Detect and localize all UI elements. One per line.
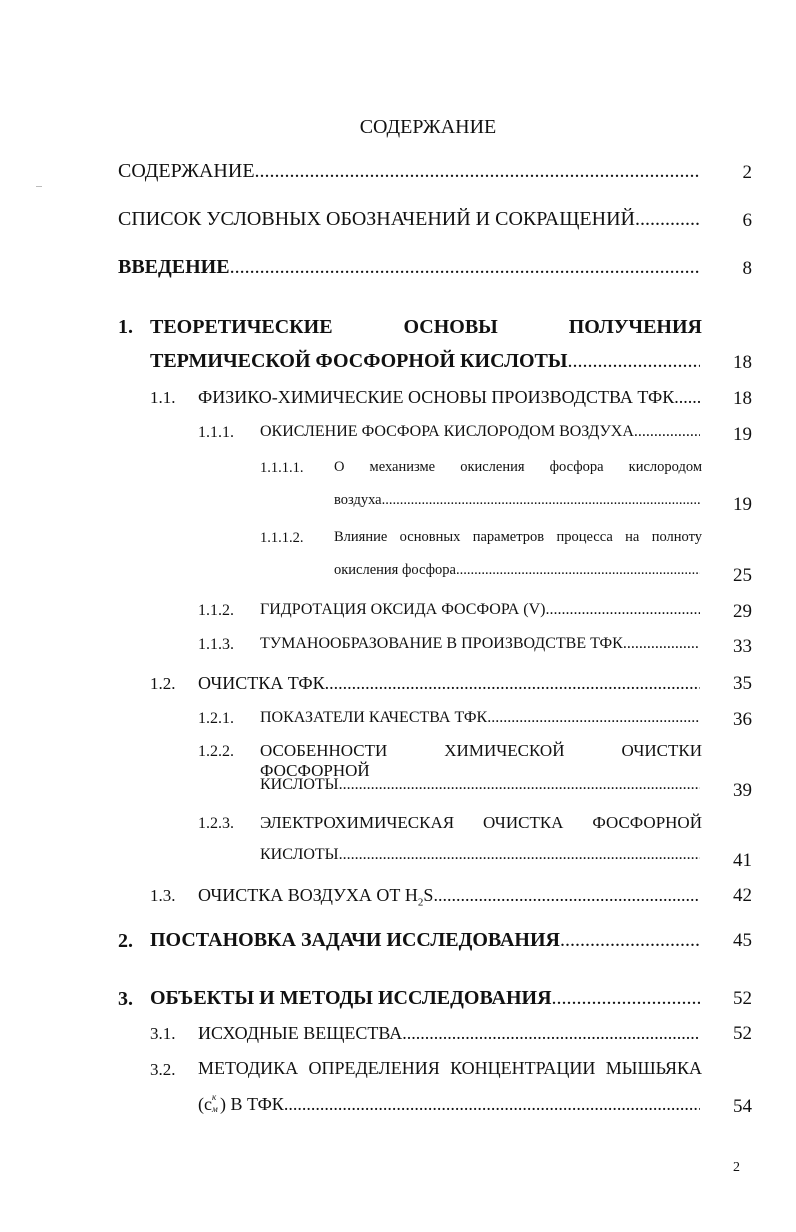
toc-title-part: ЭЛЕКТРОХИМИЧЕСКАЯ [260, 813, 455, 832]
toc-title: ТЕРМИЧЕСКОЙ ФОСФОРНОЙ КИСЛОТЫ [150, 350, 568, 372]
toc-entry-1-1[interactable] [198, 387, 700, 408]
toc-page-number: 52 [733, 1023, 752, 1044]
toc-page-number: 18 [733, 352, 752, 373]
toc-entry-1-2-2-cont[interactable] [260, 776, 700, 794]
toc-number: 1.1. [150, 388, 176, 407]
formula-close: ) [219, 1094, 226, 1114]
leader-dots [339, 846, 700, 864]
toc-page-number: 45 [733, 930, 752, 951]
toc-entry-1-1-1-1[interactable]: О механизме окисления фосфора кислородом [334, 459, 702, 475]
leader-dots [674, 387, 700, 408]
leader-dots [560, 929, 700, 952]
toc-number: 1.3. [150, 886, 176, 905]
leader-dots [456, 562, 700, 579]
toc-entry-chapter-3[interactable] [150, 987, 700, 1010]
toc-entry-abbreviations[interactable] [118, 208, 700, 231]
toc-entry-1-1-1-1-cont[interactable] [334, 492, 700, 509]
leader-dots [255, 160, 700, 183]
toc-title-text: S [423, 885, 434, 905]
toc-title [198, 885, 433, 909]
toc-title: воздуха [334, 492, 382, 508]
toc-title: ФИЗИКО-ХИМИЧЕСКИЕ ОСНОВЫ ПРОИЗВОДСТВА ТФК [198, 387, 675, 407]
toc-page-number: 36 [733, 709, 752, 730]
toc-entry-1-2-2[interactable]: ОСОБЕННОСТИ ХИМИЧЕСКОЙ ОЧИСТКИ ФОСФОРНОЙ [260, 741, 702, 780]
leader-dots [339, 776, 700, 794]
toc-entry-contents[interactable] [118, 160, 700, 183]
toc-entry-1-2[interactable] [198, 673, 700, 694]
toc-title-part: ТЕОРЕТИЧЕСКИЕ [150, 316, 333, 338]
leader-dots [382, 492, 700, 509]
leader-dots [402, 1023, 700, 1044]
toc-page-number: 2 [742, 162, 752, 183]
leader-dots [230, 256, 700, 279]
toc-title: КИСЛОТЫ [260, 846, 339, 863]
toc-page-number: 52 [733, 988, 752, 1009]
leader-dots [433, 885, 700, 906]
toc-number: 1. [118, 316, 133, 338]
toc-title: окисления фосфора [334, 562, 456, 578]
toc-title-part: ФОСФОРНОЙ [592, 813, 702, 832]
toc-entry-1-1-3[interactable] [260, 635, 700, 653]
toc-page-number: 54 [733, 1096, 752, 1117]
formula-superscript: к [211, 1092, 217, 1102]
toc-number: 3.1. [150, 1024, 176, 1043]
toc-entry-chapter-1-cont[interactable] [150, 350, 700, 373]
leader-dots [545, 601, 700, 619]
toc-number: 1.2. [150, 674, 176, 693]
leader-dots [634, 423, 700, 441]
toc-title: ОЧИСТКА ТФК [198, 673, 325, 693]
leader-dots [284, 1094, 700, 1115]
toc-entry-chapter-1[interactable] [150, 316, 702, 339]
toc-title: ТУМАНООБРАЗОВАНИЕ В ПРОИЗВОДСТВЕ ТФК [260, 635, 623, 652]
toc-page-number: 39 [733, 780, 752, 801]
toc-number: 2. [118, 930, 133, 952]
toc-entry-1-1-1[interactable] [260, 423, 700, 441]
toc-title-text: ОЧИСТКА ВОЗДУХА ОТ H [198, 885, 418, 905]
toc-entry-1-1-1-2[interactable]: Влияние основных параметров процесса на полноту [334, 529, 702, 545]
toc-entry-3-1[interactable] [198, 1023, 700, 1044]
leader-dots [623, 635, 700, 653]
toc-entry-1-2-3-cont[interactable] [260, 846, 700, 864]
toc-title-part: ПОЛУЧЕНИЯ [568, 316, 702, 338]
leader-dots [635, 208, 700, 231]
page-number: 2 [733, 1160, 740, 1175]
toc-page-number: 33 [733, 636, 752, 657]
toc-number: 1.1.1.2. [260, 530, 304, 546]
toc-title-part: ОСНОВЫ [403, 316, 498, 338]
toc-title-part: ОЧИСТКА [482, 813, 564, 832]
toc-title: СОДЕРЖАНИЕ [118, 160, 255, 182]
toc-title: СПИСОК УСЛОВНЫХ ОБОЗНАЧЕНИЙ И СОКРАЩЕНИЙ [118, 208, 635, 230]
toc-entry-1-3[interactable] [198, 885, 700, 909]
toc-page-number: 18 [733, 388, 752, 409]
toc-page-number: 29 [733, 601, 752, 622]
toc-title [198, 1094, 284, 1115]
toc-entry-3-2[interactable]: МЕТОДИКА ОПРЕДЕЛЕНИЯ КОНЦЕНТРАЦИИ МЫШЬЯКА [198, 1058, 702, 1078]
toc-page-number: 19 [733, 424, 752, 445]
leader-dots [325, 673, 700, 694]
leader-dots [568, 350, 701, 373]
toc-title: ИСХОДНЫЕ ВЕЩЕСТВА [198, 1023, 403, 1043]
toc-page-number: 41 [733, 850, 752, 871]
toc-number: 1.1.1. [198, 424, 234, 441]
scan-artifact [36, 186, 42, 187]
toc-title: ОБЪЕКТЫ И МЕТОДЫ ИССЛЕДОВАНИЯ [150, 987, 552, 1009]
toc-page-number: 6 [742, 210, 752, 231]
toc-title: ГИДРОТАЦИЯ ОКСИДА ФОСФОРА (V) [260, 601, 546, 618]
toc-entry-chapter-2[interactable] [150, 929, 700, 952]
toc-page-number: 42 [733, 885, 752, 906]
toc-title: ПОСТАНОВКА ЗАДАЧИ ИССЛЕДОВАНИЯ [150, 929, 560, 951]
toc-number: 3. [118, 988, 133, 1010]
subscript: 2 [417, 896, 424, 909]
toc-title: ОКИСЛЕНИЕ ФОСФОРА КИСЛОРОДОМ ВОЗДУХА [260, 423, 634, 440]
toc-page-number: 8 [742, 258, 752, 279]
toc-entry-1-2-3[interactable] [260, 813, 702, 833]
toc-number: 1.2.3. [198, 815, 234, 832]
toc-entry-3-2-cont[interactable] [198, 1094, 700, 1115]
toc-page-number: 25 [733, 565, 752, 586]
toc-title: КИСЛОТЫ [260, 776, 339, 793]
toc-page-number: 19 [733, 494, 752, 515]
toc-number: 1.1.1.1. [260, 460, 304, 476]
toc-title: ВВЕДЕНИЕ [118, 256, 230, 278]
toc-number: 1.1.3. [198, 636, 234, 653]
leader-dots [552, 987, 700, 1010]
formula-subscript: м [211, 1104, 218, 1114]
formula-open: (c [198, 1094, 212, 1114]
toc-entry-1-2-1[interactable] [260, 709, 700, 727]
toc-title-text: В ТФК [225, 1094, 284, 1114]
toc-number: 1.2.2. [198, 743, 234, 760]
page-title: СОДЕРЖАНИЕ [359, 116, 497, 138]
toc-entry-1-1-1-2-cont[interactable] [334, 562, 700, 579]
toc-page-number: 35 [733, 673, 752, 694]
toc-number: 3.2. [150, 1060, 176, 1079]
toc-entry-1-1-2[interactable] [260, 601, 700, 619]
toc-entry-introduction[interactable] [118, 256, 700, 279]
toc-number: 1.2.1. [198, 710, 234, 727]
leader-dots [487, 709, 700, 727]
toc-number: 1.1.2. [198, 602, 234, 619]
toc-title: ПОКАЗАТЕЛИ КАЧЕСТВА ТФК [260, 709, 488, 726]
